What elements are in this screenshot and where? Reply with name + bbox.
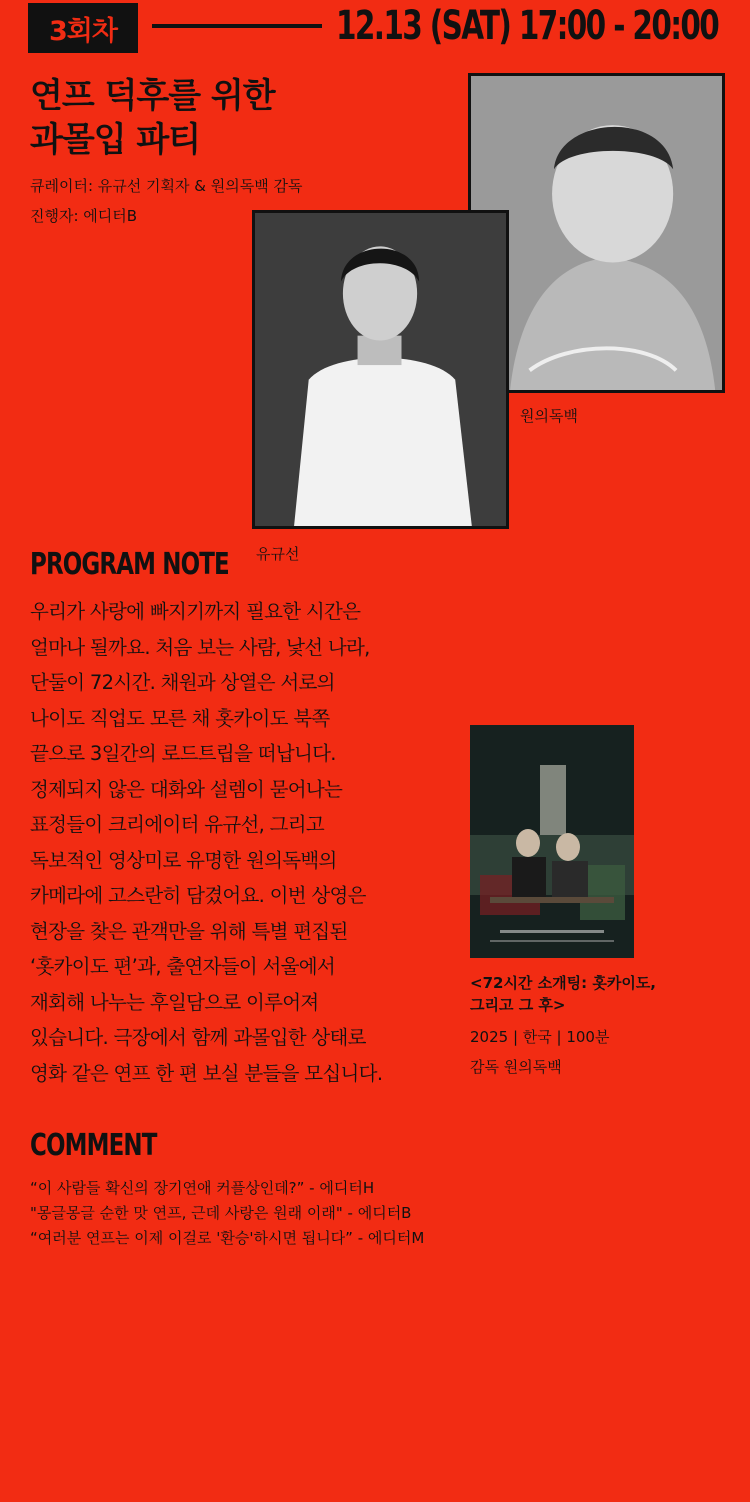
event-datetime: 12.13 (SAT) 17:00 - 20:00 <box>336 3 719 49</box>
film-poster <box>470 725 634 958</box>
portrait-photo-yoo <box>252 210 509 529</box>
film-title-line: <72시간 소개팅: 홋카이도, <box>470 974 656 992</box>
program-note-line: 현장을 찾은 관객만을 위해 특별 편집된 <box>30 919 348 943</box>
program-note-line: 단둘이 72시간. 채원과 상열은 서로의 <box>30 671 335 694</box>
comment-heading: COMMENT <box>30 1128 157 1163</box>
program-note-heading: PROGRAM NOTE <box>30 547 229 582</box>
header-divider <box>152 24 322 28</box>
poster-image <box>470 725 634 958</box>
program-note-line: 나이도 직업도 모른 채 홋카이도 북쪽 <box>30 706 330 730</box>
program-title-line: 과몰입 파티 <box>30 120 201 160</box>
film-title-line: 그리고 그 후> <box>470 996 566 1014</box>
program-note-line: 우리가 사랑에 빠지기까지 필요한 시간은 <box>30 600 361 623</box>
comment-item: “이 사람들 확신의 장기연애 커플상인데?” - 에디터H <box>30 1179 375 1197</box>
program-note-line: 표정들이 크리에이터 유규선, 그리고 <box>30 813 325 836</box>
program-note-line: 영화 같은 연프 한 편 보실 분들을 모십니다. <box>30 1061 383 1085</box>
portrait-caption-yoo: 유규선 <box>256 545 300 563</box>
program-note-line: 재회해 나누는 후일담으로 이루어져 <box>30 990 319 1014</box>
program-note-body <box>30 594 460 1091</box>
comment-item: "몽글몽글 순한 맛 연프, 근데 사랑은 원래 이래" - 에디터B <box>30 1204 412 1222</box>
host-credit: 진행자: 에디터B <box>30 207 138 225</box>
program-note-line: 있습니다. 극장에서 함께 과몰입한 상태로 <box>30 1026 366 1049</box>
portrait-caption-wonui: 원의독백 <box>520 407 578 425</box>
film-meta: 2025 | 한국 | 100분 <box>470 1028 610 1046</box>
program-note-line: ‘홋카이도 편’과, 출연자들이 서울에서 <box>30 955 336 978</box>
film-director: 감독 원의독백 <box>470 1058 562 1076</box>
curator-credit: 큐레이터: 유규선 기획자 & 원의독백 감독 <box>30 177 303 195</box>
film-title <box>470 972 730 1016</box>
session-badge: 3회차 <box>28 3 138 53</box>
program-note-line: 정제되지 않은 대화와 설렘이 묻어나는 <box>30 777 343 801</box>
program-note-line: 끝으로 3일간의 로드트립을 떠납니다. <box>30 742 336 765</box>
program-note-line: 얼마나 될까요. 처음 보는 사람, 낯선 나라, <box>30 635 370 659</box>
comment-item: “여러분 연프는 이제 이걸로 '환승'하시면 됩니다” - 에디터M <box>30 1229 425 1247</box>
program-title-line: 연프 덕후를 위한 <box>30 76 275 116</box>
program-note-line: 카메라에 고스란히 담겼어요. 이번 상영은 <box>30 884 366 907</box>
comment-list <box>30 1176 424 1251</box>
program-title <box>30 74 330 162</box>
program-note-line: 독보적인 영상미로 유명한 원의독백의 <box>30 848 337 872</box>
portrait-image <box>255 213 506 526</box>
